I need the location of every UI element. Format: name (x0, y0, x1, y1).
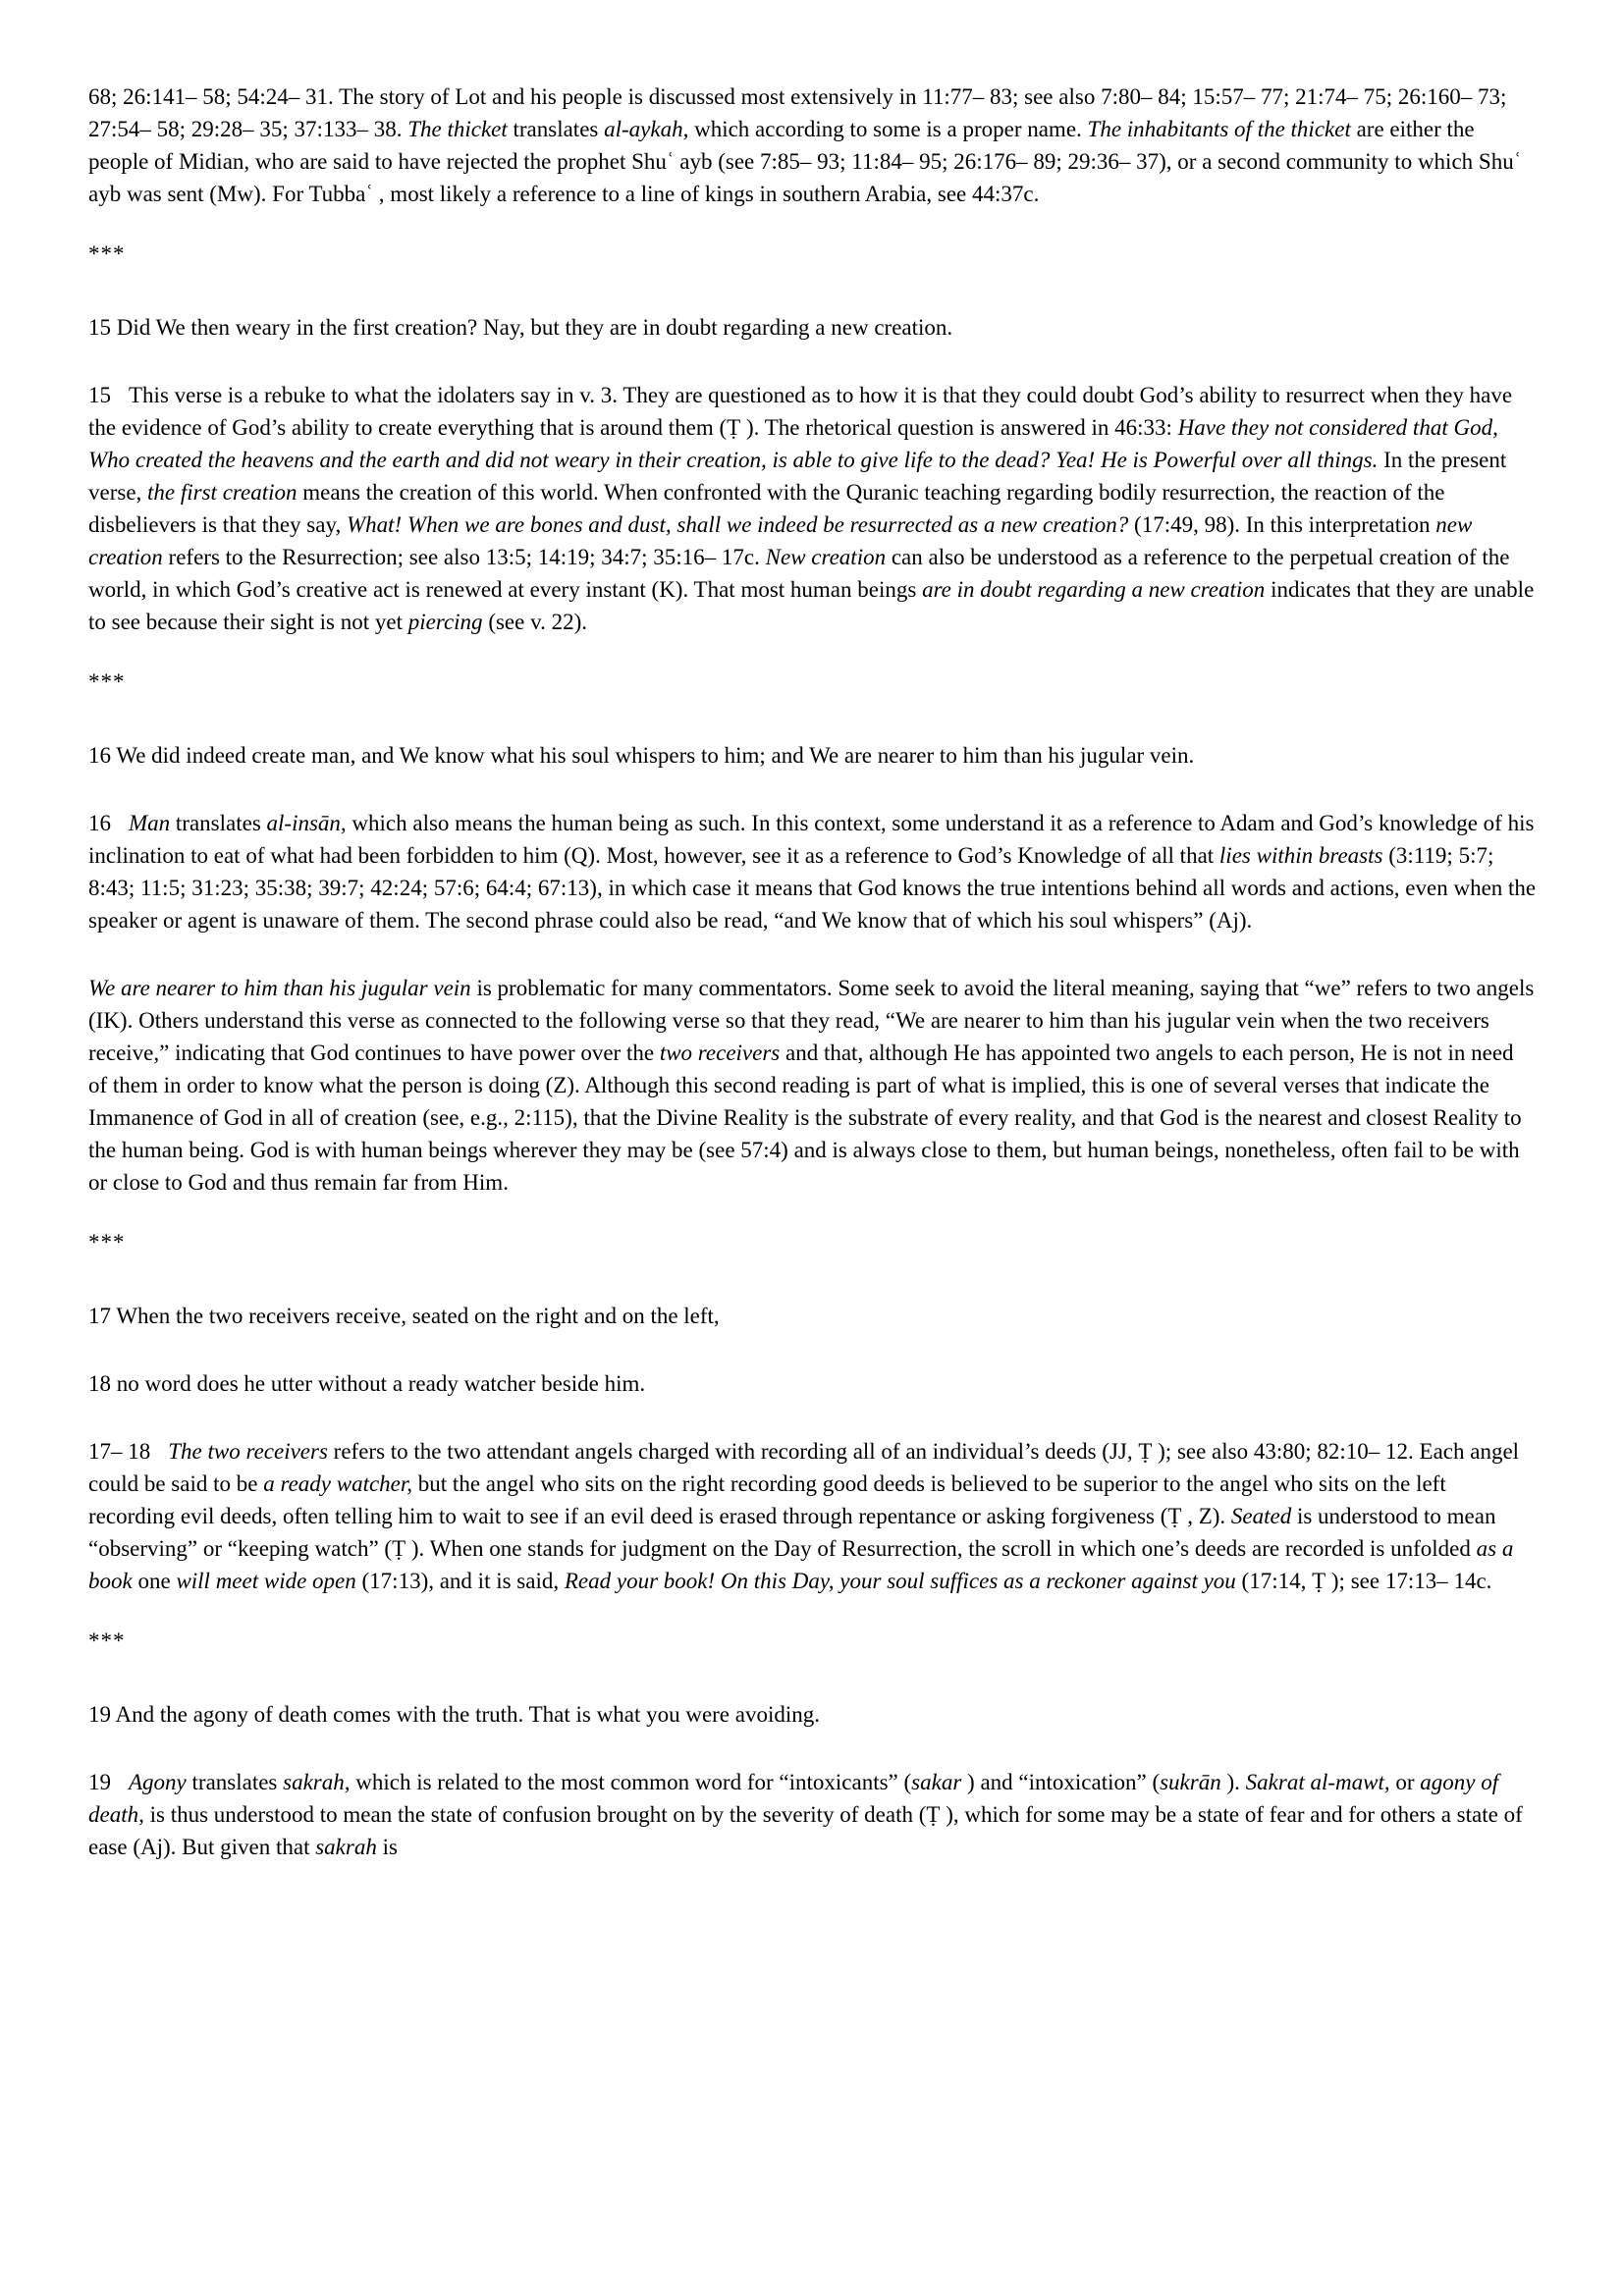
italic-text-run: Sakrat al-mawt, (1245, 1770, 1390, 1794)
page-content (88, 80, 1537, 1863)
text-run: can also be understood as a reference to the perpetual creation of the world, in which God’s creative act is renewed at every instant (K). That most human beings (88, 545, 1510, 602)
verse-19 (88, 1698, 1537, 1731)
text-run: one (132, 1569, 177, 1593)
text-run: ). (1220, 1770, 1246, 1794)
italic-text-run: new creation (88, 512, 1473, 569)
section-separator: *** (88, 669, 126, 694)
italic-text-run: sakar (911, 1770, 962, 1794)
italic-text-run: We are nearer to him than his jugular vein (88, 976, 471, 1000)
italic-text-run: two receivers (659, 1041, 781, 1065)
text-run: which also means the human being as such. In this context, some understand it as a reference to Adam and God’s knowledge of his inclination to eat of what had been forbidden to him (Q). Most, however, see it as a reference to God’s Knowledge of all that (88, 811, 1535, 868)
commentary-15 (88, 379, 1537, 638)
italic-text-run: Man (129, 811, 171, 835)
italic-text-run: Read your book! On this Day, your soul suffices as a reckoner against you (564, 1569, 1236, 1593)
italic-text-run: Agony (129, 1770, 187, 1794)
commentary-number: 17– 18 (88, 1439, 151, 1464)
italic-text-run: What! When we are bones and dust, shall we indeed be resurrected as a new creation? (346, 512, 1129, 537)
commentary-number: 19 (88, 1770, 111, 1794)
text-run: (see v. 22). (482, 610, 588, 634)
text-run: 19 And the agony of death comes with the truth. That is what you were avoiding. (88, 1702, 821, 1727)
text-run: indicates that they are unable to see because their sight is not yet (88, 577, 1535, 634)
section-separator: *** (88, 1230, 126, 1255)
text-run: This verse is a rebuke to what the idolaters say in v. 3. They are questioned as to how it is that they could doubt God’s ability to resurrect when they have the evidence of God’s ability to create everything that is around them (Ṭ ). The rhetorical question is answered in 46:33: (88, 383, 1513, 440)
italic-text-run: are in doubt regarding a new creation (922, 577, 1266, 602)
text-run: translates (186, 1770, 284, 1794)
commentary-number: 15 (88, 383, 111, 407)
italic-text-run: piercing (407, 610, 483, 634)
verse-16 (88, 739, 1537, 772)
text-run: are either the people of Midian, who are said to have rejected the prophet Shuʿ ayb (see 7:85– 93; 11:84– 95; 26:176– 89; 29:36– 37), or a second community to which Shuʿ ayb was sent (Mw). For Tubbaʿ , most likely a reference to a line of kings in southern Arabia, see 44:37c. (88, 117, 1522, 206)
italic-text-run: Have they not considered that God, Who created the heavens and the earth and did not weary in their creation, is able to give life to the dead? Yea! He is Powerful over all things. (88, 415, 1498, 472)
commentary-number: 16 (88, 811, 111, 835)
continuation-paragraph (88, 80, 1537, 210)
text-run: which is related to the most common word for “intoxicants” ( (350, 1770, 912, 1794)
text-run: is thus understood to mean the state of confusion brought on by the severity of death (Ṭ ), which for some may be a state of fear and for others a state of ease (Aj). But given that (88, 1802, 1523, 1859)
text-run: is problematic for many commentators. Some seek to avoid the literal meaning, saying that “we” refers to two angels (IK). Others understand this verse as connected to the following verse so that they read, “We are nearer to him than his jugular vein when the two receivers receive,” indicating that God continues to have power over the (88, 976, 1535, 1065)
italic-text-run: will meet wide open (176, 1569, 356, 1593)
text-run: is understood to mean “observing” or “keeping watch” (Ṭ ). When one stands for judgment on the Day of Resurrection, the scroll in which one’s deeds are recorded is unfolded (88, 1504, 1496, 1561)
text-run: which according to some is a proper name. (688, 117, 1088, 141)
section-separator: *** (88, 1629, 126, 1653)
commentary-19 (88, 1766, 1537, 1863)
italic-text-run: New creation (765, 545, 887, 569)
italic-text-run: the first creation (147, 480, 298, 505)
italic-text-run: The thicket (407, 117, 508, 141)
verse-18 (88, 1367, 1537, 1400)
text-run: translates (507, 117, 605, 141)
italic-text-run: sakrah, (283, 1770, 351, 1794)
text-run: but the angel who sits on the right recording good deeds is believed to be superior to the angel who sits on the left recording evil deeds, often telling him to wait to see if an evil deed is erased through repentance or asking forgiveness (Ṭ , Z). (88, 1471, 1446, 1528)
text-run: means the creation of this world. When confronted with the Quranic teaching regarding bodily resurrection, the reaction of the disbelievers is that they say, (88, 480, 1445, 537)
text-run: 15 Did We then weary in the first creation? Nay, but they are in doubt regarding a new creation. (88, 315, 953, 340)
italic-text-run: The inhabitants of the thicket (1087, 117, 1351, 141)
text-run: ) and “intoxication” ( (961, 1770, 1161, 1794)
text-run: refers to the two attendant angels charged with recording all of an individual’s deeds (JJ, Ṭ ); see also 43:80; 82:10– 12. Each angel could be said to be (88, 1439, 1520, 1496)
italic-text-run: The two receivers (168, 1439, 328, 1464)
italic-text-run: a ready watcher, (263, 1471, 413, 1496)
italic-text-run: sakrah (315, 1835, 377, 1859)
italic-text-run: sukrān (1160, 1770, 1221, 1794)
text-run: or (1389, 1770, 1421, 1794)
text-run: is (376, 1835, 398, 1859)
text-run: 18 no word does he utter without a ready watcher beside him. (88, 1371, 646, 1396)
italic-text-run: agony of death, (88, 1770, 1499, 1827)
italic-text-run: lies within breasts (1218, 843, 1383, 868)
commentary-16-continued (88, 972, 1537, 1199)
text-run: In the present verse, (88, 448, 1507, 505)
italic-text-run: al-insān, (266, 811, 347, 835)
commentary-16 (88, 807, 1537, 936)
text-run: 17 When the two receivers receive, seated on the right and on the left, (88, 1304, 720, 1328)
text-run: 68; 26:141– 58; 54:24– 31. The story of Lot and his people is discussed most extensively in 11:77– 83; see also 7:80– 84; 15:57– 77; 21:74– 75; 26:160– 73; 27:54– 58; 29:28– 35; 37:133– 38. (88, 84, 1507, 141)
text-run: 16 We did indeed create man, and We know what his soul whispers to him; and We are nearer to him than his jugular vein. (88, 743, 1195, 768)
verse-15 (88, 311, 1537, 344)
section-separator: *** (88, 241, 126, 266)
text-run: (17:13), and it is said, (355, 1569, 565, 1593)
text-run: (17:14, Ṭ ); see 17:13– 14c. (1235, 1569, 1492, 1593)
text-run: refers to the Resurrection; see also 13:5; 14:19; 34:7; 35:16– 17c. (162, 545, 766, 569)
verse-17 (88, 1300, 1537, 1332)
text-run: (3:119; 5:7; 8:43; 11:5; 31:23; 35:38; 39:7; 42:24; 57:6; 64:4; 67:13), in which case it means that God knows the true intentions behind all words and actions, even when the speaker or agent is unaware of them. The second phrase could also be read, “and We know that of which his soul whispers” (Aj). (88, 843, 1537, 933)
italic-text-run: al-aykah, (604, 117, 689, 141)
text-run: (17:49, 98). In this interpretation (1128, 512, 1436, 537)
text-run: translates (170, 811, 267, 835)
italic-text-run: as a book (88, 1536, 1514, 1593)
commentary-17-18 (88, 1435, 1537, 1597)
text-run: and that, although He has appointed two angels to each person, He is not in need of them in order to know what the person is doing (Z). Although this second reading is part of what is implied, this is one of several verses that indicate the Immanence of God in all of creation (see, e.g., 2:115), that the Divine Reality is the substrate of every reality, and that God is the nearest and closest Reality to the human being. God is with human beings wherever they may be (see 57:4) and is always close to them, but human beings, nonetheless, often fail to be with or close to God and thus remain far from Him. (88, 1041, 1522, 1195)
italic-text-run: Seated (1230, 1504, 1292, 1528)
